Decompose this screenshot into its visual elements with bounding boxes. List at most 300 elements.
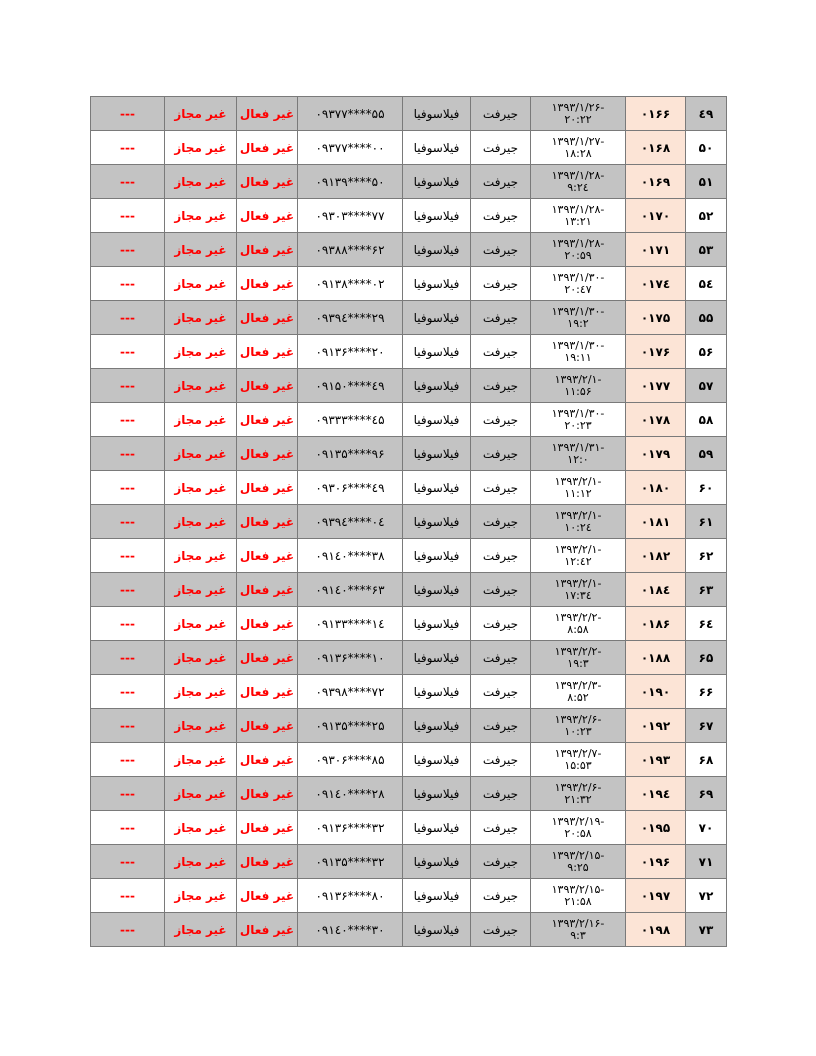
city-cell: جيرفت	[471, 369, 531, 403]
table-row	[91, 675, 727, 709]
city-cell: جيرفت	[471, 573, 531, 607]
datetime-cell	[531, 233, 626, 267]
permission-cell: غير مجاز	[165, 335, 237, 369]
row-number-cell: ۶۱	[686, 505, 727, 539]
datetime-cell	[531, 131, 626, 165]
table-row	[91, 743, 727, 777]
field-cell: فيلاسوفيا	[403, 301, 471, 335]
code-cell: ۰۱۸۰	[626, 471, 686, 505]
phone-cell: ۰۹۱٤۰****۶۳	[298, 573, 403, 607]
phone-cell: ۰۹۱۳۹****۵۰	[298, 165, 403, 199]
city-cell: جيرفت	[471, 403, 531, 437]
extra-cell: ---	[91, 641, 165, 675]
records-table	[90, 96, 727, 947]
extra-cell: ---	[91, 505, 165, 539]
extra-cell: ---	[91, 743, 165, 777]
date-text: ۱۳۹۳/۲/۱۵-	[551, 882, 605, 896]
code-cell: ۰۱۹۳	[626, 743, 686, 777]
status-cell: غير فعال	[237, 437, 298, 471]
row-number-cell: ۵۸	[686, 403, 727, 437]
status-cell: غير فعال	[237, 607, 298, 641]
time-text: ۲۰:۵۹	[564, 248, 592, 262]
table-row	[91, 777, 727, 811]
city-cell: جيرفت	[471, 675, 531, 709]
table-row	[91, 335, 727, 369]
table-row	[91, 267, 727, 301]
date-text: ۱۳۹۳/۱/۲۷-	[551, 134, 605, 148]
field-cell: فيلاسوفيا	[403, 165, 471, 199]
permission-cell: غير مجاز	[165, 777, 237, 811]
permission-cell: غير مجاز	[165, 913, 237, 947]
phone-cell: ۰۹۳۳۳****٤۵	[298, 403, 403, 437]
field-cell: فيلاسوفيا	[403, 709, 471, 743]
city-cell: جيرفت	[471, 165, 531, 199]
row-number-cell: ۷۲	[686, 879, 727, 913]
extra-cell: ---	[91, 879, 165, 913]
date-text: ۱۳۹۳/۲/۱-	[554, 542, 602, 556]
status-cell: غير فعال	[237, 675, 298, 709]
row-number-cell: ۶۷	[686, 709, 727, 743]
extra-cell: ---	[91, 675, 165, 709]
phone-cell: ۰۹۱۳۵****۲۵	[298, 709, 403, 743]
datetime-cell	[531, 675, 626, 709]
permission-cell: غير مجاز	[165, 97, 237, 131]
field-cell: فيلاسوفيا	[403, 267, 471, 301]
extra-cell: ---	[91, 607, 165, 641]
date-text: ۱۳۹۳/۱/۲۸-	[551, 236, 605, 250]
time-text: ۱۲:٤۲	[564, 554, 592, 568]
table-row	[91, 403, 727, 437]
city-cell: جيرفت	[471, 233, 531, 267]
status-cell: غير فعال	[237, 301, 298, 335]
row-number-cell: ۵۰	[686, 131, 727, 165]
permission-cell: غير مجاز	[165, 369, 237, 403]
field-cell: فيلاسوفيا	[403, 539, 471, 573]
extra-cell: ---	[91, 267, 165, 301]
status-cell: غير فعال	[237, 913, 298, 947]
code-cell: ۰۱۷۷	[626, 369, 686, 403]
row-number-cell: ۵۱	[686, 165, 727, 199]
time-text: ۹:۳	[570, 928, 586, 942]
permission-cell: غير مجاز	[165, 267, 237, 301]
date-text: ۱۳۹۳/۲/۳-	[554, 678, 602, 692]
code-cell: ۰۱۹۸	[626, 913, 686, 947]
phone-cell: ۰۹۳۰۶****٤۹	[298, 471, 403, 505]
code-cell: ۰۱۸٤	[626, 573, 686, 607]
phone-cell: ۰۹۳۹٤****۲۹	[298, 301, 403, 335]
time-text: ۲۱:۵۸	[564, 894, 592, 908]
date-text: ۱۳۹۳/۱/۲۶-	[551, 100, 605, 114]
status-cell: غير فعال	[237, 879, 298, 913]
phone-cell: ۰۹۱۳۶****۳۲	[298, 811, 403, 845]
city-cell: جيرفت	[471, 641, 531, 675]
field-cell: فيلاسوفيا	[403, 233, 471, 267]
date-text: ۱۳۹۳/۱/۲۸-	[551, 202, 605, 216]
permission-cell: غير مجاز	[165, 675, 237, 709]
table-row	[91, 437, 727, 471]
extra-cell: ---	[91, 369, 165, 403]
field-cell: فيلاسوفيا	[403, 97, 471, 131]
field-cell: فيلاسوفيا	[403, 403, 471, 437]
extra-cell: ---	[91, 777, 165, 811]
code-cell: ۰۱۷۵	[626, 301, 686, 335]
code-cell: ۰۱۷۸	[626, 403, 686, 437]
date-text: ۱۳۹۳/۲/۶-	[554, 712, 602, 726]
phone-cell: ۰۹۱۳۶****۸۰	[298, 879, 403, 913]
status-cell: غير فعال	[237, 471, 298, 505]
date-text: ۱۳۹۳/۲/۶-	[554, 780, 602, 794]
permission-cell: غير مجاز	[165, 403, 237, 437]
field-cell: فيلاسوفيا	[403, 199, 471, 233]
time-text: ۱۲:۰	[567, 452, 589, 466]
date-text: ۱۳۹۳/۲/۱-	[554, 576, 602, 590]
status-cell: غير فعال	[237, 369, 298, 403]
date-text: ۱۳۹۳/۲/۱۶-	[551, 916, 605, 930]
field-cell: فيلاسوفيا	[403, 437, 471, 471]
extra-cell: ---	[91, 301, 165, 335]
row-number-cell: ۵٤	[686, 267, 727, 301]
row-number-cell: ۶۲	[686, 539, 727, 573]
table-row	[91, 845, 727, 879]
field-cell: فيلاسوفيا	[403, 131, 471, 165]
date-text: ۱۳۹۳/۱/۲۸-	[551, 168, 605, 182]
permission-cell: غير مجاز	[165, 233, 237, 267]
permission-cell: غير مجاز	[165, 879, 237, 913]
field-cell: فيلاسوفيا	[403, 913, 471, 947]
phone-cell: ۰۹۳۹٤****۰٤	[298, 505, 403, 539]
date-text: ۱۳۹۳/۲/۱-	[554, 372, 602, 386]
date-text: ۱۳۹۳/۱/۳۰-	[551, 304, 605, 318]
table-row	[91, 913, 727, 947]
datetime-cell	[531, 267, 626, 301]
city-cell: جيرفت	[471, 709, 531, 743]
status-cell: غير فعال	[237, 233, 298, 267]
code-cell: ۰۱۹۰	[626, 675, 686, 709]
city-cell: جيرفت	[471, 777, 531, 811]
city-cell: جيرفت	[471, 505, 531, 539]
code-cell: ۰۱۹۷	[626, 879, 686, 913]
datetime-cell	[531, 743, 626, 777]
table-row	[91, 811, 727, 845]
code-cell: ۰۱۸۸	[626, 641, 686, 675]
permission-cell: غير مجاز	[165, 641, 237, 675]
datetime-cell	[531, 335, 626, 369]
time-text: ۱۱:۱۲	[564, 486, 592, 500]
field-cell: فيلاسوفيا	[403, 607, 471, 641]
row-number-cell: ۵۳	[686, 233, 727, 267]
time-text: ۱۹:۲	[567, 316, 589, 330]
time-text: ۹:۲۵	[567, 860, 589, 874]
city-cell: جيرفت	[471, 539, 531, 573]
datetime-cell	[531, 301, 626, 335]
time-text: ۲۰:۲۲	[564, 112, 592, 126]
extra-cell: ---	[91, 709, 165, 743]
field-cell: فيلاسوفيا	[403, 335, 471, 369]
phone-cell: ۰۹۳۰۳****۷۷	[298, 199, 403, 233]
table-row	[91, 233, 727, 267]
status-cell: غير فعال	[237, 641, 298, 675]
field-cell: فيلاسوفيا	[403, 641, 471, 675]
permission-cell: غير مجاز	[165, 743, 237, 777]
field-cell: فيلاسوفيا	[403, 369, 471, 403]
city-cell: جيرفت	[471, 267, 531, 301]
code-cell: ۰۱۶۹	[626, 165, 686, 199]
phone-cell: ۰۹۱۳۵****۹۶	[298, 437, 403, 471]
code-cell: ۰۱۹۶	[626, 845, 686, 879]
date-text: ۱۳۹۳/۱/۳۱-	[551, 440, 605, 454]
phone-cell: ۰۹۱٤۰****۳۸	[298, 539, 403, 573]
extra-cell: ---	[91, 845, 165, 879]
phone-cell: ۰۹۳۸۸****۶۲	[298, 233, 403, 267]
date-text: ۱۳۹۳/۱/۳۰-	[551, 338, 605, 352]
row-number-cell: ۵۶	[686, 335, 727, 369]
code-cell: ۰۱۸۶	[626, 607, 686, 641]
city-cell: جيرفت	[471, 811, 531, 845]
row-number-cell: ۷۰	[686, 811, 727, 845]
status-cell: غير فعال	[237, 743, 298, 777]
permission-cell: غير مجاز	[165, 505, 237, 539]
code-cell: ۰۱۷۹	[626, 437, 686, 471]
phone-cell: ۰۹۱۵۰****٤۹	[298, 369, 403, 403]
status-cell: غير فعال	[237, 811, 298, 845]
row-number-cell: ٤٩	[686, 97, 727, 131]
date-text: ۱۳۹۳/۲/۱-	[554, 474, 602, 488]
date-text: ۱۳۹۳/۱/۳۰-	[551, 406, 605, 420]
datetime-cell	[531, 879, 626, 913]
code-cell: ۰۱۸۲	[626, 539, 686, 573]
time-text: ۱۱:۵۶	[564, 384, 592, 398]
code-cell: ۰۱۷۶	[626, 335, 686, 369]
row-number-cell: ۶۳	[686, 573, 727, 607]
permission-cell: غير مجاز	[165, 607, 237, 641]
permission-cell: غير مجاز	[165, 199, 237, 233]
extra-cell: ---	[91, 573, 165, 607]
status-cell: غير فعال	[237, 267, 298, 301]
time-text: ۲۰:۲۳	[564, 418, 592, 432]
status-cell: غير فعال	[237, 165, 298, 199]
time-text: ۱۹:۳	[567, 656, 589, 670]
row-number-cell: ۶۹	[686, 777, 727, 811]
time-text: ۱۵:۵۳	[564, 758, 592, 772]
code-cell: ۰۱۷۱	[626, 233, 686, 267]
datetime-cell	[531, 165, 626, 199]
status-cell: غير فعال	[237, 505, 298, 539]
permission-cell: غير مجاز	[165, 709, 237, 743]
time-text: ۱۰:۲۳	[564, 724, 592, 738]
time-text: ۸:۵۸	[567, 622, 589, 636]
time-text: ۱۳:۲۱	[564, 214, 592, 228]
status-cell: غير فعال	[237, 335, 298, 369]
datetime-cell	[531, 811, 626, 845]
datetime-cell	[531, 709, 626, 743]
time-text: ۹:۲٤	[567, 180, 589, 194]
table-row	[91, 607, 727, 641]
extra-cell: ---	[91, 437, 165, 471]
phone-cell: ۰۹۱٤۰****۳۰	[298, 913, 403, 947]
table-row	[91, 301, 727, 335]
phone-cell: ۰۹۱۳۶****۱۰	[298, 641, 403, 675]
status-cell: غير فعال	[237, 573, 298, 607]
phone-cell: ۰۹۳۷۷****۵۵	[298, 97, 403, 131]
phone-cell: ۰۹۱٤۰****۲۸	[298, 777, 403, 811]
row-number-cell: ۵۲	[686, 199, 727, 233]
permission-cell: غير مجاز	[165, 845, 237, 879]
city-cell: جيرفت	[471, 743, 531, 777]
city-cell: جيرفت	[471, 879, 531, 913]
city-cell: جيرفت	[471, 97, 531, 131]
table-row	[91, 199, 727, 233]
permission-cell: غير مجاز	[165, 165, 237, 199]
datetime-cell	[531, 97, 626, 131]
table-row	[91, 131, 727, 165]
datetime-cell	[531, 573, 626, 607]
datetime-cell	[531, 777, 626, 811]
extra-cell: ---	[91, 471, 165, 505]
extra-cell: ---	[91, 233, 165, 267]
code-cell: ۰۱۹٤	[626, 777, 686, 811]
extra-cell: ---	[91, 335, 165, 369]
date-text: ۱۳۹۳/۲/۱-	[554, 508, 602, 522]
datetime-cell	[531, 641, 626, 675]
status-cell: غير فعال	[237, 131, 298, 165]
phone-cell: ۰۹۱۳۶****۲۰	[298, 335, 403, 369]
row-number-cell: ۵۵	[686, 301, 727, 335]
datetime-cell	[531, 369, 626, 403]
permission-cell: غير مجاز	[165, 471, 237, 505]
table-row	[91, 369, 727, 403]
phone-cell: ۰۹۳۷۷****۰۰	[298, 131, 403, 165]
table-row	[91, 539, 727, 573]
time-text: ۱۷:۳٤	[564, 588, 592, 602]
code-cell: ۰۱۸۱	[626, 505, 686, 539]
time-text: ۱۸:۲۸	[564, 146, 592, 160]
row-number-cell: ۵۷	[686, 369, 727, 403]
extra-cell: ---	[91, 199, 165, 233]
datetime-cell	[531, 539, 626, 573]
time-text: ۸:۵۲	[567, 690, 589, 704]
field-cell: فيلاسوفيا	[403, 675, 471, 709]
extra-cell: ---	[91, 165, 165, 199]
field-cell: فيلاسوفيا	[403, 845, 471, 879]
city-cell: جيرفت	[471, 437, 531, 471]
datetime-cell	[531, 437, 626, 471]
status-cell: غير فعال	[237, 539, 298, 573]
status-cell: غير فعال	[237, 97, 298, 131]
row-number-cell: ۶٤	[686, 607, 727, 641]
city-cell: جيرفت	[471, 913, 531, 947]
status-cell: غير فعال	[237, 199, 298, 233]
city-cell: جيرفت	[471, 301, 531, 335]
phone-cell: ۰۹۱۳۵****۳۲	[298, 845, 403, 879]
date-text: ۱۳۹۳/۲/۷-	[554, 746, 602, 760]
table-row	[91, 471, 727, 505]
date-text: ۱۳۹۳/۲/۱۹-	[551, 814, 605, 828]
row-number-cell: ۷۳	[686, 913, 727, 947]
table-row	[91, 97, 727, 131]
extra-cell: ---	[91, 811, 165, 845]
date-text: ۱۳۹۳/۲/۲-	[554, 610, 602, 624]
datetime-cell	[531, 913, 626, 947]
phone-cell: ۰۹۱۳۸****۰۲	[298, 267, 403, 301]
permission-cell: غير مجاز	[165, 811, 237, 845]
table-row	[91, 165, 727, 199]
time-text: ۲۰:٤۷	[564, 282, 592, 296]
extra-cell: ---	[91, 403, 165, 437]
permission-cell: غير مجاز	[165, 437, 237, 471]
time-text: ۲۱:۳۲	[564, 792, 592, 806]
row-number-cell: ۶۰	[686, 471, 727, 505]
date-text: ۱۳۹۳/۲/۲-	[554, 644, 602, 658]
code-cell: ۰۱۷٤	[626, 267, 686, 301]
city-cell: جيرفت	[471, 471, 531, 505]
row-number-cell: ۵۹	[686, 437, 727, 471]
extra-cell: ---	[91, 131, 165, 165]
permission-cell: غير مجاز	[165, 301, 237, 335]
city-cell: جيرفت	[471, 607, 531, 641]
code-cell: ۰۱۹۲	[626, 709, 686, 743]
status-cell: غير فعال	[237, 777, 298, 811]
table-row	[91, 505, 727, 539]
city-cell: جيرفت	[471, 845, 531, 879]
datetime-cell	[531, 403, 626, 437]
date-text: ۱۳۹۳/۲/۱۵-	[551, 848, 605, 862]
phone-cell: ۰۹۱۳۳****۱٤	[298, 607, 403, 641]
datetime-cell	[531, 845, 626, 879]
table-row	[91, 573, 727, 607]
phone-cell: ۰۹۳۰۶****۸۵	[298, 743, 403, 777]
status-cell: غير فعال	[237, 709, 298, 743]
row-number-cell: ۶۸	[686, 743, 727, 777]
date-text: ۱۳۹۳/۱/۳۰-	[551, 270, 605, 284]
code-cell: ۰۱۶۸	[626, 131, 686, 165]
row-number-cell: ۶۵	[686, 641, 727, 675]
time-text: ۱۹:۱۱	[564, 350, 592, 364]
time-text: ۱۰:۲٤	[564, 520, 592, 534]
field-cell: فيلاسوفيا	[403, 777, 471, 811]
city-cell: جيرفت	[471, 199, 531, 233]
status-cell: غير فعال	[237, 845, 298, 879]
datetime-cell	[531, 607, 626, 641]
table-row	[91, 709, 727, 743]
datetime-cell	[531, 505, 626, 539]
field-cell: فيلاسوفيا	[403, 811, 471, 845]
row-number-cell: ۶۶	[686, 675, 727, 709]
field-cell: فيلاسوفيا	[403, 879, 471, 913]
row-number-cell: ۷۱	[686, 845, 727, 879]
city-cell: جيرفت	[471, 335, 531, 369]
phone-cell: ۰۹۳۹۸****۷۲	[298, 675, 403, 709]
field-cell: فيلاسوفيا	[403, 471, 471, 505]
field-cell: فيلاسوفيا	[403, 505, 471, 539]
permission-cell: غير مجاز	[165, 131, 237, 165]
table-row	[91, 641, 727, 675]
permission-cell: غير مجاز	[165, 573, 237, 607]
extra-cell: ---	[91, 97, 165, 131]
field-cell: فيلاسوفيا	[403, 743, 471, 777]
extra-cell: ---	[91, 913, 165, 947]
code-cell: ۰۱۹۵	[626, 811, 686, 845]
status-cell: غير فعال	[237, 403, 298, 437]
code-cell: ۰۱۷۰	[626, 199, 686, 233]
datetime-cell	[531, 199, 626, 233]
time-text: ۲۰:۵۸	[564, 826, 592, 840]
datetime-cell	[531, 471, 626, 505]
field-cell: فيلاسوفيا	[403, 573, 471, 607]
city-cell: جيرفت	[471, 131, 531, 165]
table-row	[91, 879, 727, 913]
code-cell: ۰۱۶۶	[626, 97, 686, 131]
permission-cell: غير مجاز	[165, 539, 237, 573]
